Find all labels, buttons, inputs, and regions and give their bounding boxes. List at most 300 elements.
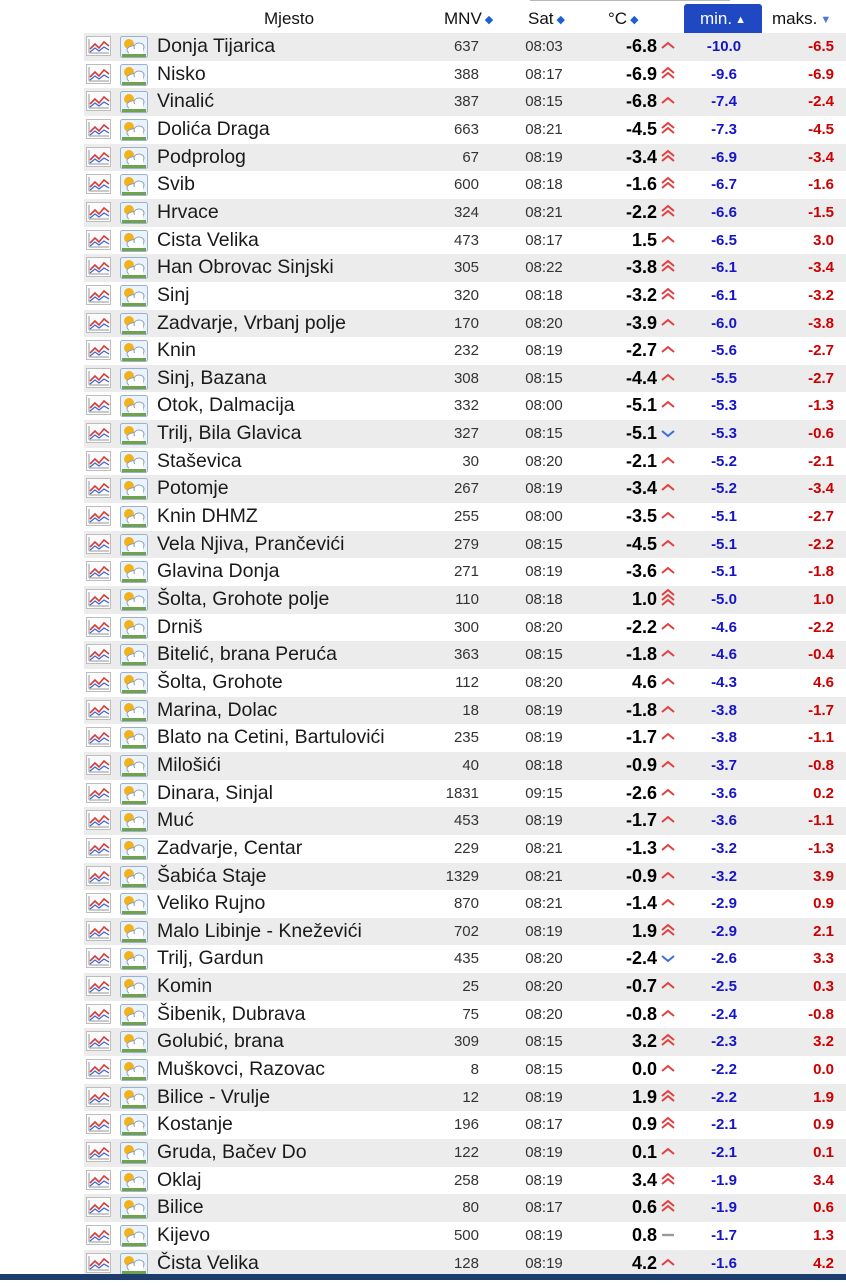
observation-time: 08:21 — [525, 839, 563, 857]
table-row — [84, 475, 846, 503]
station-name: Blato na Cetini, Bartulovići — [157, 726, 385, 749]
weather-icon[interactable] — [120, 1197, 148, 1219]
sort-descending-icon: ▼ — [820, 14, 832, 26]
weather-icon[interactable] — [120, 368, 148, 390]
trend-flat-icon — [659, 1222, 677, 1250]
weather-icon[interactable] — [120, 285, 148, 307]
table-row — [84, 1111, 846, 1139]
max-temperature: 1.9 — [813, 1088, 834, 1106]
station-name: Kostanje — [157, 1113, 233, 1136]
weather-icon[interactable] — [120, 230, 148, 252]
current-temperature: -1.8 — [625, 644, 657, 665]
trend-up2-icon — [659, 918, 677, 946]
table-row — [84, 1222, 846, 1250]
station-name: Trilj, Bila Glavica — [157, 422, 302, 445]
trend-up-icon — [659, 1001, 677, 1029]
weather-icon[interactable] — [120, 1142, 148, 1164]
line-chart-icon[interactable] — [86, 1087, 111, 1107]
weather-icon[interactable] — [120, 976, 148, 998]
min-temperature: -4.6 — [711, 618, 737, 636]
line-chart-icon[interactable] — [86, 506, 111, 526]
min-temperature: -2.1 — [711, 1116, 737, 1134]
line-chart-icon[interactable] — [86, 755, 111, 775]
observation-time: 08:00 — [525, 397, 563, 415]
table-row — [84, 724, 846, 752]
current-temperature: -0.9 — [625, 754, 657, 775]
max-temperature: -1.7 — [808, 701, 834, 719]
current-temperature: -3.4 — [625, 146, 657, 167]
station-name: Otok, Dalmacija — [157, 394, 295, 417]
trend-up-icon — [659, 392, 677, 420]
weather-icon[interactable] — [120, 644, 148, 666]
line-chart-icon[interactable] — [86, 368, 111, 388]
column-header-max[interactable] — [772, 4, 831, 33]
max-temperature: -1.3 — [808, 839, 834, 857]
current-temperature: -2.4 — [625, 948, 657, 969]
trend-up-icon — [659, 531, 677, 559]
weather-icon[interactable] — [120, 1225, 148, 1247]
weather-icon[interactable] — [120, 202, 148, 224]
observation-time: 08:19 — [525, 480, 563, 498]
current-temperature: 0.8 — [631, 1224, 657, 1245]
line-chart-icon[interactable] — [86, 921, 111, 941]
station-name: Šibenik, Dubrava — [157, 1002, 306, 1025]
line-chart-icon[interactable] — [86, 147, 111, 167]
observation-time: 08:19 — [525, 1144, 563, 1161]
observation-time: 08:15 — [525, 1061, 563, 1079]
trend-up2-icon — [659, 1167, 677, 1195]
current-temperature: 4.6 — [631, 671, 657, 692]
station-name: Nisko — [157, 62, 206, 85]
weather-icon[interactable] — [120, 534, 148, 556]
weather-icon[interactable] — [120, 810, 148, 832]
table-row — [84, 697, 846, 725]
weather-icon[interactable] — [120, 478, 148, 500]
table-row — [84, 641, 846, 669]
sort-ascending-icon: ▲ — [735, 14, 746, 26]
station-name: Vinalić — [157, 90, 215, 113]
min-temperature: -2.1 — [711, 1144, 737, 1161]
weather-icon[interactable] — [120, 589, 148, 611]
current-temperature: -6.8 — [625, 36, 657, 56]
weather-icon[interactable] — [120, 313, 148, 335]
station-name: Zadvarje, Vrbanj polje — [157, 311, 346, 334]
station-name: Han Obrovac Sinjski — [157, 256, 334, 279]
weather-icon[interactable] — [120, 1087, 148, 1109]
observation-time: 08:03 — [525, 38, 563, 55]
min-temperature: -7.4 — [711, 93, 737, 111]
line-chart-icon[interactable] — [86, 1059, 111, 1079]
line-chart-icon[interactable] — [86, 423, 111, 443]
table-row — [84, 88, 846, 116]
line-chart-icon[interactable] — [86, 561, 111, 581]
station-name: Cista Velika — [157, 228, 259, 251]
weather-icon[interactable] — [120, 838, 148, 860]
max-temperature: 4.6 — [813, 673, 834, 691]
station-name: Dolića Draga — [157, 117, 270, 140]
max-temperature: -0.8 — [808, 1005, 834, 1023]
weather-icon[interactable] — [120, 1031, 148, 1053]
column-header-temperature-label: °C — [608, 9, 628, 28]
max-temperature: -1.1 — [808, 729, 834, 747]
table-row — [84, 392, 846, 420]
station-name: Šolta, Grohote polje — [157, 588, 330, 610]
table-row — [84, 558, 846, 586]
line-chart-icon[interactable] — [86, 783, 111, 803]
min-temperature: -6.0 — [711, 314, 737, 332]
line-chart-icon[interactable] — [86, 700, 111, 720]
table-row — [84, 669, 846, 697]
line-chart-icon[interactable] — [86, 395, 111, 415]
weather-icon[interactable] — [120, 948, 148, 970]
current-temperature: -0.8 — [625, 1003, 657, 1024]
bottom-bar — [0, 1274, 846, 1280]
line-chart-icon[interactable] — [86, 948, 111, 968]
sort-toggle-icon: ◆ — [556, 14, 565, 26]
trend-up-icon — [659, 227, 677, 255]
weather-icon[interactable] — [120, 672, 148, 694]
line-chart-icon[interactable] — [86, 838, 111, 858]
trend-up-icon — [659, 614, 677, 642]
weather-icon[interactable] — [120, 257, 148, 279]
min-temperature: -4.6 — [711, 646, 737, 664]
min-temperature: -5.2 — [711, 480, 737, 498]
max-temperature: -1.1 — [808, 812, 834, 830]
max-temperature: 0.1 — [813, 1144, 834, 1161]
observation-time: 08:17 — [525, 231, 563, 249]
line-chart-icon[interactable] — [86, 1114, 111, 1134]
station-name: Potomje — [157, 477, 229, 500]
current-temperature: 1.9 — [631, 920, 657, 941]
observation-time: 08:19 — [525, 1254, 563, 1272]
line-chart-icon[interactable] — [86, 313, 111, 333]
weather-icon[interactable] — [120, 866, 148, 888]
station-elevation: 702 — [453, 922, 479, 940]
observation-time: 08:20 — [525, 1005, 563, 1023]
table-row — [84, 1001, 846, 1029]
trend-up-icon — [659, 558, 677, 586]
weather-icon[interactable] — [120, 36, 148, 58]
station-name: Oklaj — [157, 1168, 202, 1191]
line-chart-icon[interactable] — [86, 866, 111, 886]
weather-icon[interactable] — [120, 617, 148, 639]
min-temperature: -4.3 — [711, 673, 737, 691]
station-elevation: 663 — [453, 120, 479, 138]
trend-up2-icon — [659, 116, 677, 144]
current-temperature: -3.9 — [625, 312, 657, 333]
line-chart-icon[interactable] — [86, 478, 111, 498]
table-row — [84, 1084, 846, 1112]
current-temperature: 1.9 — [631, 1086, 657, 1107]
line-chart-icon[interactable] — [86, 1031, 111, 1051]
station-elevation: 387 — [453, 93, 479, 111]
current-temperature: 0.0 — [631, 1059, 657, 1080]
weather-icon[interactable] — [120, 783, 148, 805]
table-row — [84, 890, 846, 918]
trend-up-icon — [659, 33, 677, 61]
min-temperature: -10.0 — [706, 38, 742, 55]
observation-time: 08:20 — [525, 314, 563, 332]
line-chart-icon[interactable] — [86, 340, 111, 360]
max-temperature: -1.5 — [808, 203, 834, 221]
column-header-time[interactable] — [528, 4, 565, 33]
max-temperature: 3.9 — [813, 867, 834, 885]
station-name: Bitelić, brana Peruća — [157, 643, 337, 666]
min-temperature: -3.7 — [711, 756, 737, 774]
current-temperature: 3.2 — [631, 1031, 657, 1052]
weather-icon[interactable] — [120, 91, 148, 113]
station-name: Marina, Dolac — [157, 698, 278, 721]
station-elevation: 40 — [462, 756, 479, 774]
trend-up2-icon — [659, 1111, 677, 1139]
station-elevation: 1329 — [445, 867, 479, 885]
trend-up-icon — [659, 724, 677, 752]
line-chart-icon[interactable] — [86, 617, 111, 637]
column-header-temperature[interactable] — [608, 4, 639, 33]
station-elevation: 300 — [453, 618, 479, 636]
weather-icon[interactable] — [120, 1114, 148, 1136]
min-temperature: -6.9 — [711, 148, 737, 166]
station-elevation: 18 — [462, 701, 479, 719]
current-temperature: 0.6 — [631, 1197, 657, 1218]
min-temperature: -2.2 — [711, 1061, 737, 1079]
current-temperature: -0.9 — [625, 865, 657, 886]
weather-icon[interactable] — [120, 1253, 148, 1275]
min-temperature: -2.2 — [711, 1088, 737, 1106]
max-temperature: 3.2 — [813, 1033, 834, 1051]
line-chart-icon[interactable] — [86, 810, 111, 830]
line-chart-icon[interactable] — [86, 230, 111, 250]
min-temperature: -1.6 — [711, 1254, 737, 1272]
min-temperature: -2.9 — [711, 922, 737, 940]
line-chart-icon[interactable] — [86, 534, 111, 554]
station-name: Komin — [157, 975, 213, 998]
trend-up-icon — [659, 337, 677, 365]
max-temperature: -0.8 — [808, 756, 834, 774]
current-temperature: -6.9 — [625, 63, 657, 84]
line-chart-icon[interactable] — [86, 589, 111, 609]
trend-up2-icon — [659, 1194, 677, 1222]
weather-icon[interactable] — [120, 174, 148, 196]
line-chart-icon[interactable] — [86, 119, 111, 139]
sort-toggle-icon: ◆ — [484, 14, 494, 26]
station-name: Gruda, Bačev Do — [157, 1141, 307, 1163]
line-chart-icon[interactable] — [86, 36, 111, 56]
station-elevation: 122 — [453, 1144, 479, 1161]
line-chart-icon[interactable] — [86, 644, 111, 664]
min-temperature: -5.2 — [711, 452, 737, 470]
max-temperature: -0.6 — [808, 425, 834, 443]
station-elevation: 309 — [453, 1033, 479, 1051]
trend-up2-icon — [659, 144, 677, 172]
station-elevation: 637 — [453, 38, 479, 55]
min-temperature: -5.6 — [711, 342, 737, 360]
station-name: Staševica — [157, 449, 242, 472]
station-elevation: 600 — [453, 176, 479, 194]
weather-icon[interactable] — [120, 451, 148, 473]
station-name: Muć — [157, 809, 194, 832]
max-temperature: 4.2 — [813, 1254, 834, 1272]
line-chart-icon[interactable] — [86, 1197, 111, 1217]
min-temperature: -3.2 — [711, 867, 737, 885]
max-temperature: -3.8 — [808, 314, 834, 332]
min-temperature: -9.6 — [711, 65, 737, 83]
table-row — [84, 531, 846, 559]
column-header-min-label: min. — [699, 9, 733, 28]
line-chart-icon[interactable] — [86, 1142, 111, 1162]
min-temperature: -5.3 — [711, 397, 737, 415]
table-row — [84, 1139, 846, 1167]
table-row — [84, 171, 846, 199]
current-temperature: 4.2 — [631, 1252, 657, 1273]
line-chart-icon[interactable] — [86, 451, 111, 471]
observation-time: 08:19 — [525, 729, 563, 747]
observation-time: 08:17 — [525, 65, 563, 83]
line-chart-icon[interactable] — [86, 1004, 111, 1024]
trend-up-icon — [659, 310, 677, 338]
column-header-max-label: maks. — [772, 9, 818, 28]
station-name: Dinara, Sinjal — [157, 781, 273, 804]
min-temperature: -6.5 — [711, 231, 737, 249]
column-header-mnv[interactable] — [444, 4, 493, 33]
station-name: Podprolog — [157, 145, 246, 168]
current-temperature: 0.1 — [631, 1142, 657, 1162]
weather-icon[interactable] — [120, 506, 148, 528]
trend-up3-icon — [659, 586, 677, 614]
observation-time: 08:22 — [525, 259, 563, 277]
min-temperature: -7.3 — [711, 120, 737, 138]
current-temperature: -3.5 — [625, 506, 657, 527]
trend-up-icon — [659, 835, 677, 863]
trend-up2-icon — [659, 1084, 677, 1112]
weather-icon[interactable] — [120, 1059, 148, 1081]
station-elevation: 232 — [453, 342, 479, 360]
max-temperature: 3.4 — [813, 1171, 834, 1189]
station-name: Glavina Donja — [157, 560, 280, 583]
observation-time: 08:15 — [525, 1033, 563, 1051]
min-temperature: -5.1 — [711, 535, 737, 553]
weather-icon[interactable] — [120, 1170, 148, 1192]
weather-icon[interactable] — [120, 147, 148, 169]
line-chart-icon[interactable] — [86, 1253, 111, 1273]
max-temperature: -3.4 — [808, 259, 834, 277]
station-elevation: 279 — [453, 535, 479, 553]
column-header-place[interactable] — [264, 4, 314, 33]
column-header-min[interactable] — [684, 4, 762, 33]
station-elevation: 8 — [470, 1061, 479, 1079]
weather-icon[interactable] — [120, 755, 148, 777]
min-temperature: -5.1 — [711, 563, 737, 581]
max-temperature: 1.0 — [813, 591, 834, 608]
observation-time: 08:19 — [525, 922, 563, 940]
weather-icon[interactable] — [120, 921, 148, 943]
weather-icon[interactable] — [120, 700, 148, 722]
max-temperature: 3.0 — [813, 231, 834, 249]
line-chart-icon[interactable] — [86, 976, 111, 996]
station-name: Golubić, brana — [157, 1030, 284, 1053]
table-row — [84, 420, 846, 448]
current-temperature: -1.7 — [625, 810, 657, 831]
station-elevation: 30 — [462, 452, 479, 470]
line-chart-icon[interactable] — [86, 893, 111, 913]
trend-up2-icon — [659, 1028, 677, 1056]
line-chart-icon[interactable] — [86, 727, 111, 747]
station-elevation: 870 — [453, 895, 479, 913]
line-chart-icon[interactable] — [86, 174, 111, 194]
station-name: Sinj, Bazana — [157, 366, 267, 389]
station-elevation: 128 — [453, 1254, 479, 1272]
max-temperature: 0.9 — [813, 1116, 834, 1134]
trend-down-icon — [659, 420, 677, 448]
line-chart-icon[interactable] — [86, 202, 111, 222]
current-temperature: -0.7 — [625, 976, 657, 997]
weather-icon[interactable] — [120, 119, 148, 141]
table-row — [84, 199, 846, 227]
trend-up-icon — [659, 697, 677, 725]
weather-icon[interactable] — [120, 340, 148, 362]
current-temperature: -4.4 — [625, 367, 657, 388]
weather-icon[interactable] — [120, 395, 148, 417]
max-temperature: -3.4 — [808, 148, 834, 166]
station-name: Milošići — [157, 753, 221, 776]
line-chart-icon[interactable] — [86, 257, 111, 277]
station-elevation: 363 — [453, 646, 479, 664]
max-temperature: 0.2 — [813, 784, 834, 802]
weather-icon[interactable] — [120, 64, 148, 86]
table-row — [84, 61, 846, 89]
max-temperature: 0.0 — [813, 1061, 834, 1079]
weather-icon[interactable] — [120, 727, 148, 749]
line-chart-icon[interactable] — [86, 91, 111, 111]
min-temperature: -3.8 — [711, 729, 737, 747]
current-temperature: -3.4 — [625, 478, 657, 499]
table-row — [84, 614, 846, 642]
observation-time: 08:21 — [525, 867, 563, 885]
weather-icon[interactable] — [120, 561, 148, 583]
line-chart-icon[interactable] — [86, 64, 111, 84]
line-chart-icon[interactable] — [86, 672, 111, 692]
station-name: Zadvarje, Centar — [157, 836, 303, 859]
station-elevation: 196 — [453, 1116, 479, 1134]
weather-icon[interactable] — [120, 893, 148, 915]
min-temperature: -2.4 — [711, 1005, 737, 1023]
station-name: Veliko Rujno — [157, 892, 266, 915]
station-elevation: 235 — [453, 729, 479, 747]
station-elevation: 67 — [462, 148, 479, 166]
table-row — [84, 116, 846, 144]
station-elevation: 80 — [462, 1199, 479, 1217]
weather-icon[interactable] — [120, 1004, 148, 1026]
table-row — [84, 918, 846, 946]
station-name: Drniš — [157, 615, 203, 638]
station-elevation: 110 — [455, 591, 479, 608]
min-temperature: -3.6 — [711, 812, 737, 830]
station-name: Šolta, Grohote — [157, 670, 283, 693]
line-chart-icon[interactable] — [86, 1170, 111, 1190]
station-name: Sinj — [157, 283, 190, 306]
observation-time: 08:18 — [525, 756, 563, 774]
station-elevation: 320 — [453, 286, 479, 304]
observation-time: 08:19 — [525, 701, 563, 719]
station-elevation: 388 — [453, 65, 479, 83]
line-chart-icon[interactable] — [86, 1225, 111, 1245]
divider — [530, 0, 730, 1]
line-chart-icon[interactable] — [86, 285, 111, 305]
weather-icon[interactable] — [120, 423, 148, 445]
current-temperature: -1.7 — [625, 727, 657, 748]
observation-time: 08:19 — [525, 148, 563, 166]
max-temperature: -2.2 — [808, 618, 834, 636]
